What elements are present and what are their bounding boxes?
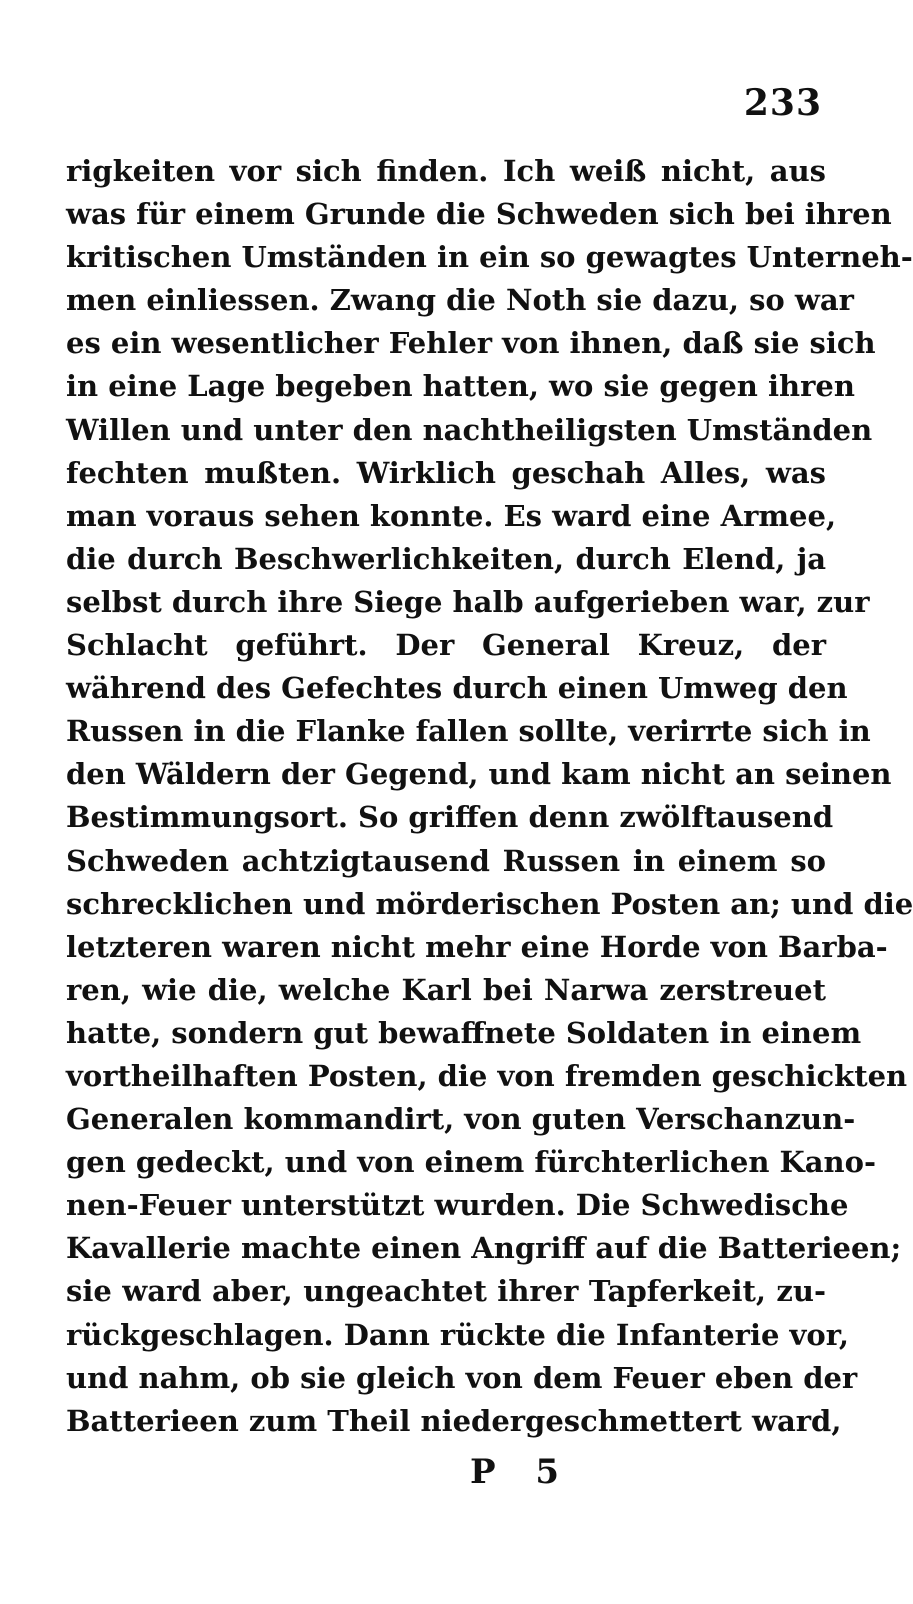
- text-line: hatte, sondern gut bewaffnete Soldaten in einem: [66, 1015, 862, 1050]
- signature-mark: P 5: [470, 1452, 574, 1492]
- text-line: während des Gefechtes durch einen Umweg den: [66, 671, 848, 706]
- text-line: und nahm, ob sie gleich von dem Feuer eben der: [66, 1360, 858, 1395]
- text-line: selbst durch ihre Siege halb aufgerieben war, zur: [66, 584, 870, 619]
- text-line: fechten mußten. Wirklich geschah Alles, was: [66, 455, 826, 490]
- text-line: in eine Lage begeben hatten, wo sie gegen ihren: [66, 369, 855, 404]
- text-line: Russen in die Flanke fallen sollte, verirrte sich in: [66, 714, 871, 749]
- text-line: rigkeiten vor sich finden. Ich weiß nicht, aus: [66, 154, 826, 188]
- page-number: 233: [743, 82, 822, 124]
- text-line: Generalen kommandirt, von guten Verschanzun-: [66, 1102, 856, 1137]
- text-line: sie ward aber, ungeachtet ihrer Tapferkeit, zu-: [66, 1274, 826, 1309]
- text-line: Schweden achtzigtausend Russen in einem so: [66, 843, 826, 878]
- text-line: gen gedeckt, und von einem fürchterlichen Kano-: [66, 1145, 876, 1180]
- text-line: Batterieen zum Theil niedergeschmettert ward,: [66, 1403, 842, 1438]
- text-line: kritischen Umständen in ein so gewagtes Unterneh-: [66, 240, 913, 275]
- text-line: es ein wesentlicher Fehler von ihnen, daß sie sich: [66, 326, 876, 361]
- text-line: letzteren waren nicht mehr eine Horde von Barba-: [66, 929, 888, 964]
- text-line: nen-Feuer unterstützt wurden. Die Schwedische: [66, 1188, 849, 1223]
- text-line: Bestimmungsort. So griffen denn zwölftausend: [66, 800, 834, 835]
- text-line: Schlacht geführt. Der General Kreuz, der: [66, 628, 826, 663]
- text-line: Kavallerie machte einen Angriff auf die Batterieen;: [66, 1231, 902, 1266]
- text-line: ren, wie die, welche Karl bei Narwa zerstreuet: [66, 972, 826, 1007]
- text-line: Willen und unter den nachtheiligsten Umständen: [66, 412, 873, 447]
- body-text: [66, 150, 913, 1443]
- text-line: die durch Beschwerlichkeiten, durch Elend, ja: [66, 541, 826, 576]
- text-line: was für einem Grunde die Schweden sich bei ihren: [66, 197, 892, 232]
- text-line: schrecklichen und mörderischen Posten an; und die: [66, 886, 913, 921]
- text-line: men einliessen. Zwang die Noth sie dazu, so war: [66, 283, 854, 318]
- text-line: rückgeschlagen. Dann rückte die Infanterie vor,: [66, 1317, 849, 1352]
- text-line: vortheilhaften Posten, die von fremden geschickten: [66, 1058, 908, 1093]
- text-line: den Wäldern der Gegend, und kam nicht an seinen: [66, 757, 892, 792]
- text-line: man voraus sehen konnte. Es ward eine Armee,: [66, 498, 837, 533]
